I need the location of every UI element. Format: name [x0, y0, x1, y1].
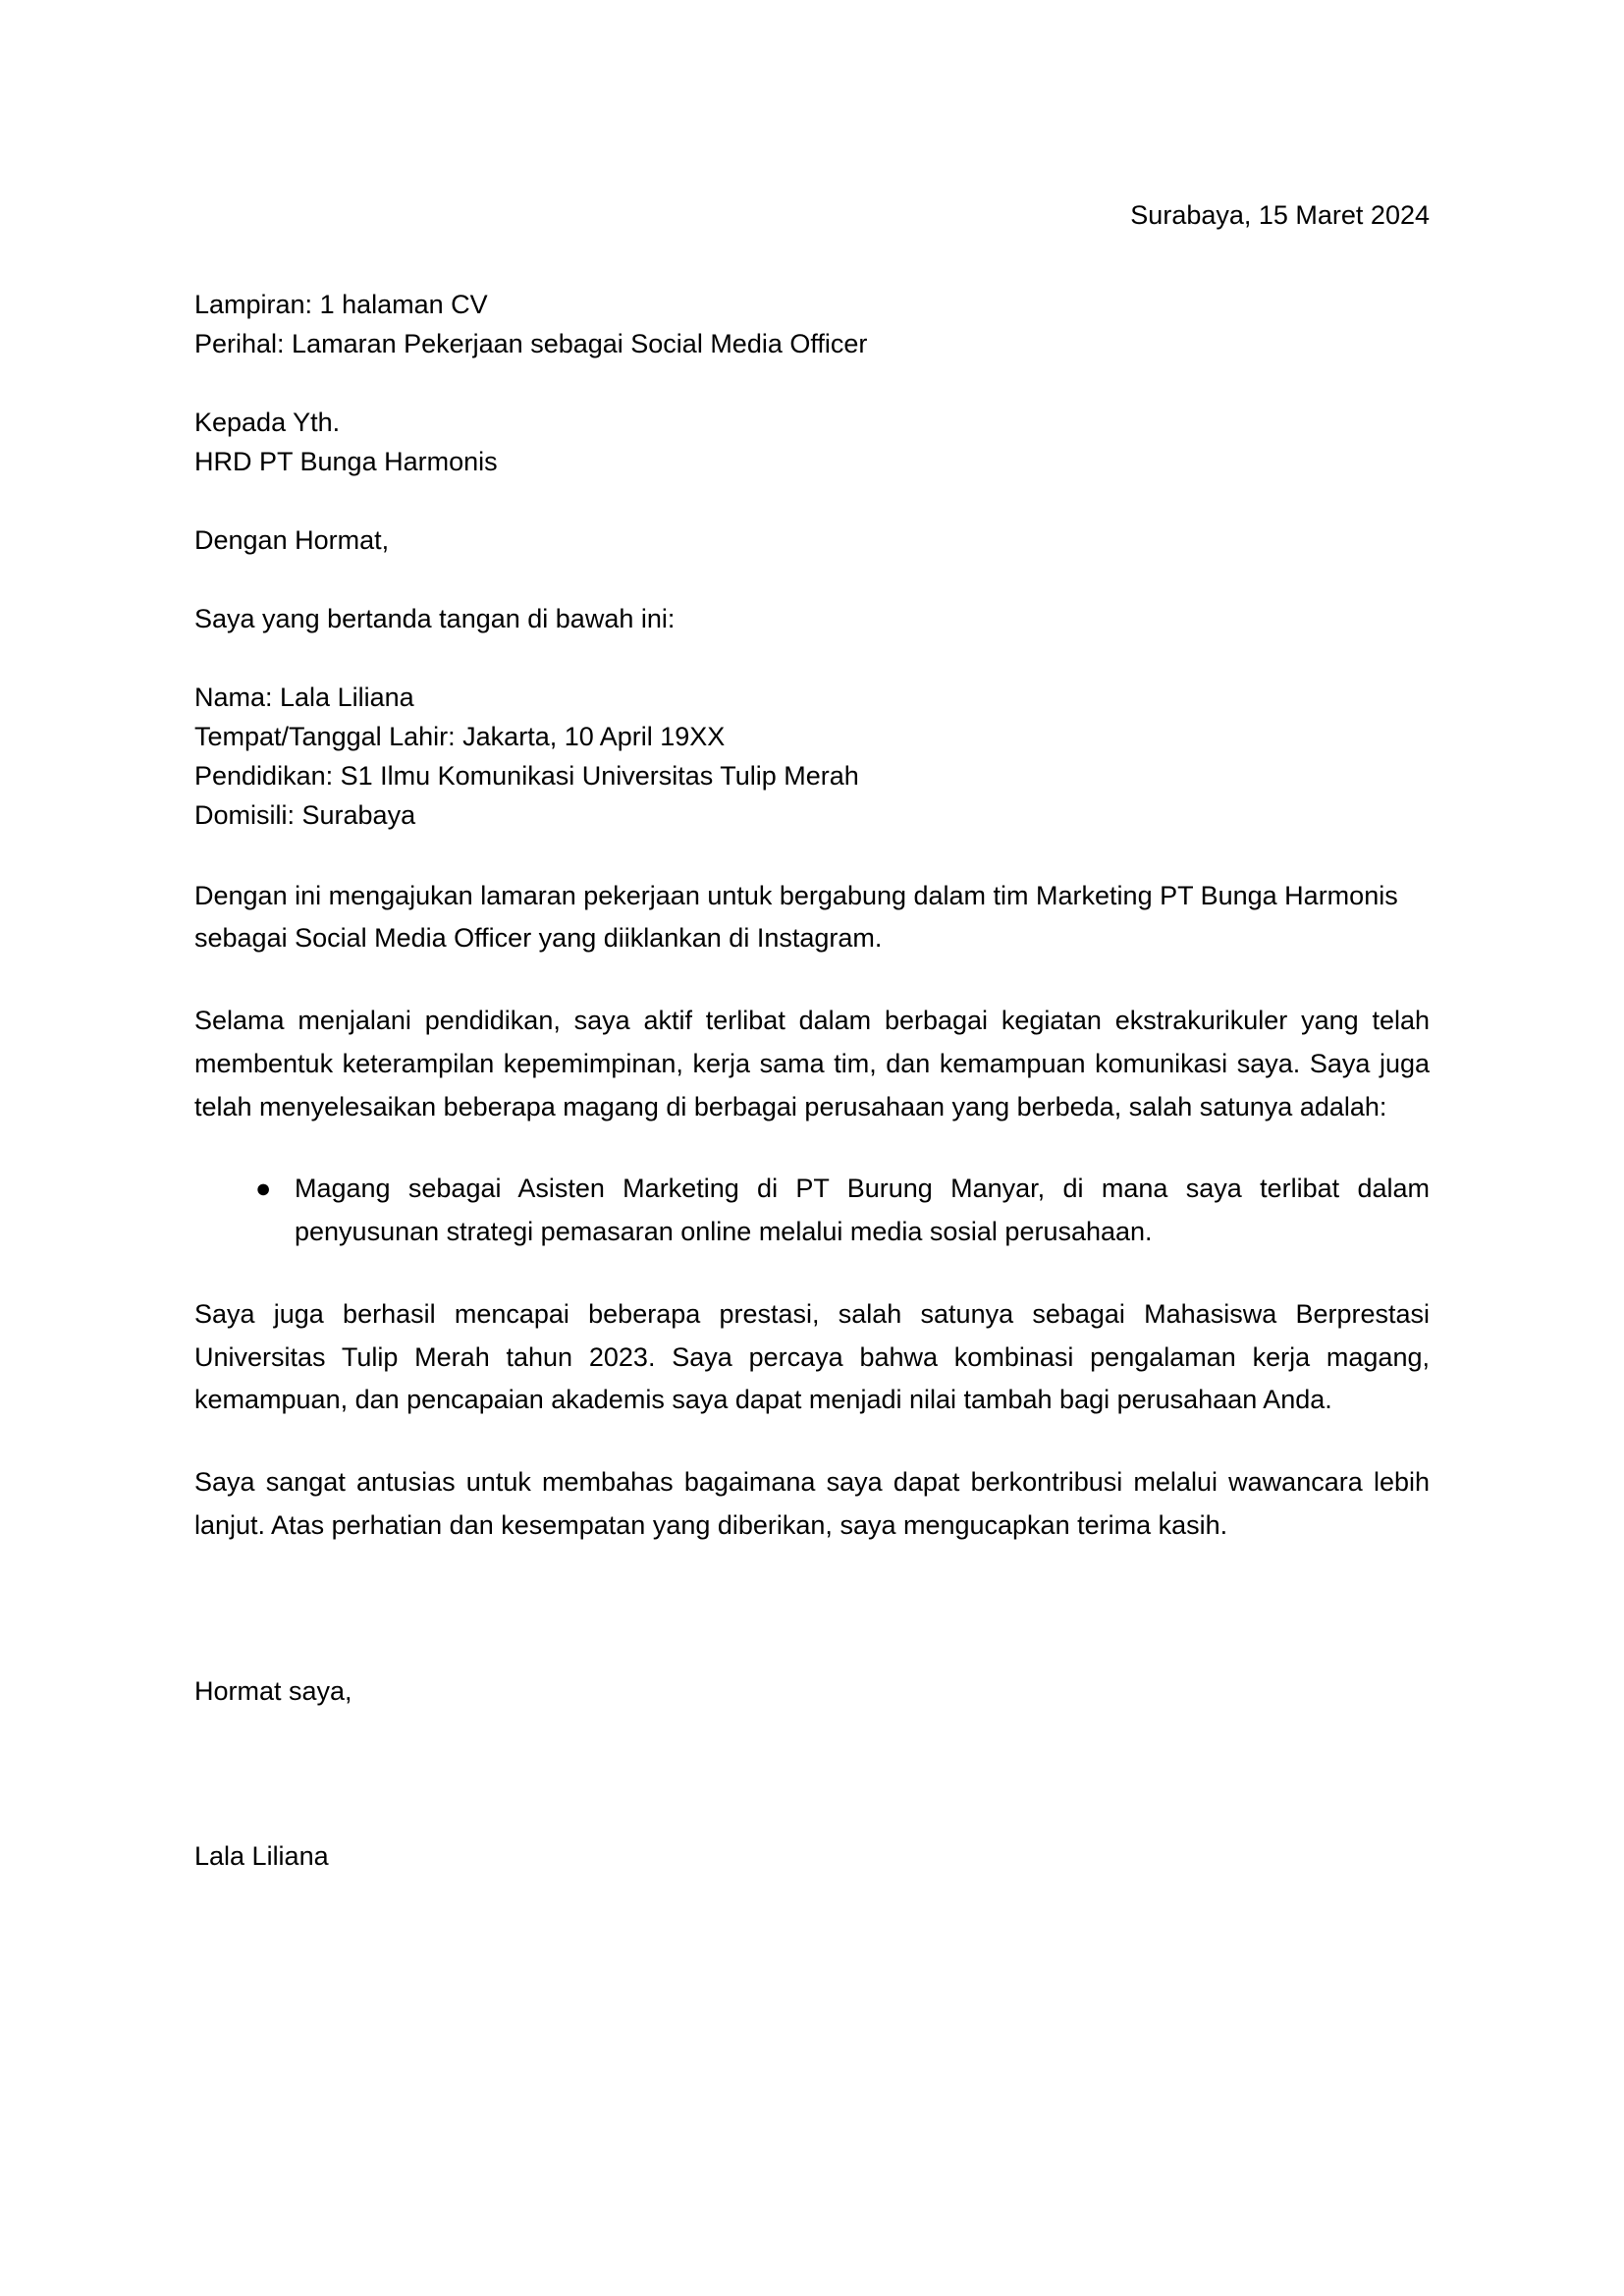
applicant-education-line: Pendidikan: S1 Ilmu Komunikasi Universitas Tulip Merah: [194, 760, 859, 791]
date-line: Surabaya, 15 Maret 2024: [1130, 200, 1430, 230]
applicant-birth-line: Tempat/Tanggal Lahir: Jakarta, 10 April 19XX: [194, 721, 726, 751]
body-paragraph-3: Saya juga berhasil mencapai beberapa prestasi, salah satunya sebagai Mahasiswa Berprestasi Universitas Tulip Merah tahun 2023. Saya percaya bahwa kombinasi pengalaman kerja magang, kemampuan, dan pencapaian akademis saya dapat menjadi nilai tambah bagi perusahaan Anda.: [194, 1298, 1430, 1415]
spacer-after-paragraph-1: [194, 960, 1430, 1000]
letter-header-block: [194, 286, 1430, 364]
body-paragraph-1: Dengan ini mengajukan lamaran pekerjaan untuk bergabung dalam tim Marketing PT Bunga Harmonis sebagai Social Media Officer yang diiklankan di Instagram.: [194, 880, 1398, 954]
spacer-after-paragraph-2: [194, 1128, 1430, 1168]
spacer-before-signoff: [194, 1547, 1430, 1672]
spacer-after-greeting: [194, 561, 1430, 600]
signature-name: Lala Liliana: [194, 1841, 329, 1872]
body-paragraph-2: Selama menjalani pendidikan, saya aktif terlibat dalam berbagai kegiatan ekstrakurikuler yang telah membentuk keterampilan kepemimpinan, kerja sama tim, dan kemampuan komunikasi saya. Saya juga telah menyelesaikan beberapa magang di berbagai perusahaan yang berbeda, salah satunya adalah:: [194, 1006, 1430, 1121]
spacer-after-intro: [194, 639, 1430, 679]
recipient-block: [194, 404, 1430, 482]
spacer-after-header: [194, 364, 1430, 404]
applicant-name-line: Nama: Lala Liliana: [194, 682, 414, 712]
bullet-point-icon: ●: [255, 1174, 272, 1204]
greeting-line: Dengan Hormat,: [194, 524, 390, 555]
letter-content: [194, 0, 1430, 1877]
applicant-domicile-line: Domisili: Surabaya: [194, 799, 416, 830]
applicant-details-block: [194, 679, 1430, 836]
body-paragraph-4: Saya sangat antusias untuk membahas bagaimana saya dapat berkontribusi melalui wawancara lebih lanjut. Atas perhatian dan kesempatan yang diberikan, saya mengucapkan terima kasih.: [194, 1467, 1430, 1540]
sign-off-line: Hormat saya,: [194, 1676, 352, 1707]
recipient-salutation: Kepada Yth.: [194, 408, 341, 438]
spacer-after-details: [194, 836, 1430, 875]
subject-line: Perihal: Lamaran Pekerjaan sebagai Social Media Officer: [194, 329, 868, 359]
internship-bullet-list: [194, 1168, 1430, 1253]
list-item: [194, 1168, 1430, 1253]
spacer-after-recipient: [194, 482, 1430, 521]
spacer-after-paragraph-3: [194, 1422, 1430, 1461]
intro-line: Saya yang bertanda tangan di bawah ini:: [194, 603, 676, 633]
signature-space: [194, 1712, 1430, 1837]
list-item-text: Magang sebagai Asisten Marketing di PT Burung Manyar, di mana saya terlibat dalam penyusunan strategi pemasaran online melalui media sosial perusahaan.: [295, 1174, 1430, 1247]
recipient-company: HRD PT Bunga Harmonis: [194, 447, 498, 476]
spacer-after-date: [194, 235, 1430, 286]
attachment-line: Lampiran: 1 halaman CV: [194, 290, 488, 320]
spacer-after-bullets: [194, 1254, 1430, 1293]
